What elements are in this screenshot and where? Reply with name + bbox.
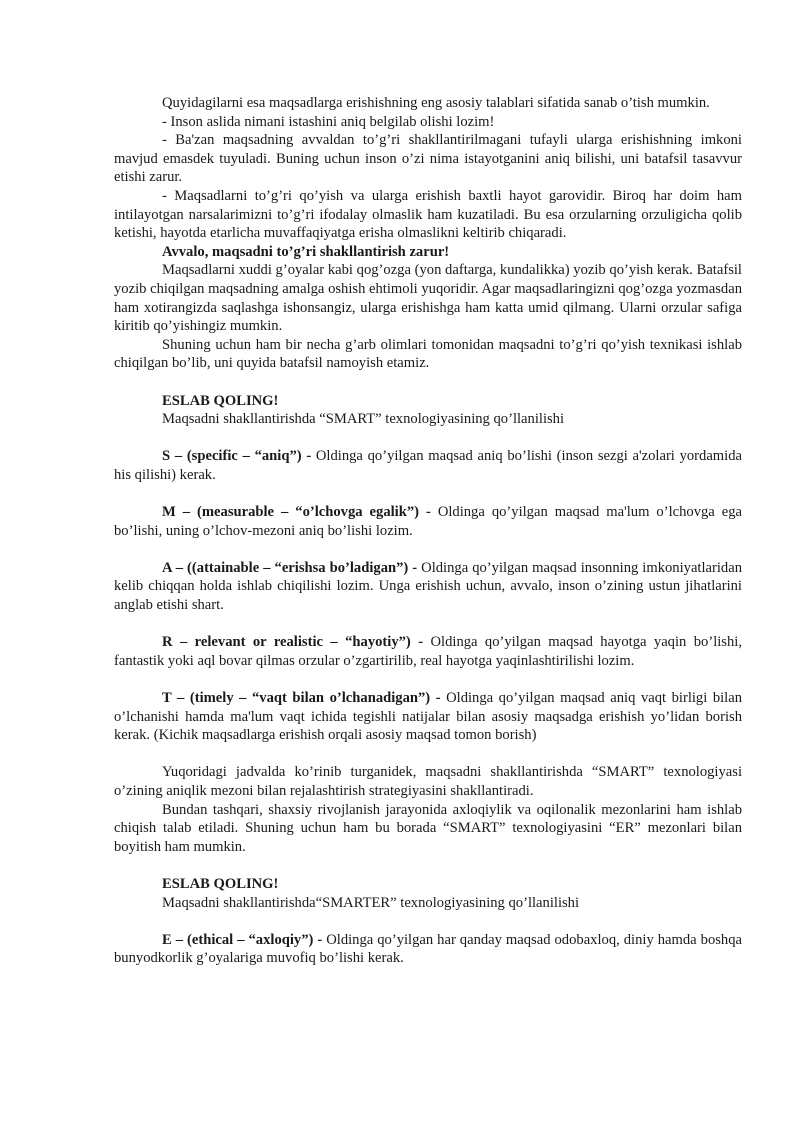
section-heading: Avvalo, maqsadni to’g’ri shakllantirish zarur! — [162, 243, 450, 260]
smart-description: Oldinga qo’yilgan maqsad insonning imkoniyatlaridan kelib chiqqan holda ishlab chiqilishi lozim. Unga erishish uchun, avvalo, inson o’zining ustun jihatlarini anglab etishi shart. — [114, 559, 743, 614]
smart-item-m — [114, 503, 742, 540]
smart-description: Oldinga qo’yilgan maqsad aniq bo’lishi (inson sezgi a'zolari yordamida his qilishi) kerak. — [114, 448, 742, 483]
note-title: ESLAB QOLING! — [162, 875, 279, 892]
note-subtitle: Maqsadni shakllantirishda “SMART” texnologiyasining qo’llanilishi — [162, 411, 565, 428]
smart-description: Oldinga qo’yilgan har qanday maqsad odobaxloq, diniy hamda boshqa bunyodkorlik g’oyalariga muvofiq bo’lishi kerak. — [114, 931, 742, 967]
bullet-item: - Inson aslida nimani istashini aniq belgilab olishi lozim! — [162, 113, 495, 130]
body-paragraph: Bundan tashqari, shaxsiy rivojlanish jarayonida axloqiylik va oqilonalik mezonlarini ham ishlab chiqish talab etiladi. Shuning uchun ham bu borada “SMART” texnologiyasini “ER” mezonlari bilan boyitish ham mumkin. — [114, 801, 742, 855]
document-page — [114, 94, 742, 968]
body-paragraph: Yuqoridagi jadvalda ko’rinib turganidek, maqsadni shakllantirishda “SMART” texnologiyasi o’zining aniqlik mezoni bilan rejalashtirish strategiyasini shakllantiradi. — [114, 764, 742, 799]
body-paragraph: Shuning uchun ham bir necha g’arb olimlari tomonidan maqsadni to’g’ri qo’yish texnikasi ishlab chiqilgan bo’lib, uni quyida batafsil namoyish etamiz. — [114, 336, 742, 372]
smart-term: R – relevant or realistic – “hayotiy”) - — [162, 634, 424, 651]
smart-term: A – ((attainable – “erishsa bo’ladigan”) - — [162, 559, 418, 576]
smart-item-r — [114, 633, 742, 670]
smart-description: Oldinga qo’yilgan maqsad ma'lum o’lchovga ega bo’lishi, uning o’lchov-mezoni aniq bo’lishi lozim. — [114, 504, 742, 539]
note-title: ESLAB QOLING! — [162, 392, 279, 409]
bullet-item: - Ba'zan maqsadning avvaldan to’g’ri shakllantirilmagani tufayli ularga erishishning imkoni mavjud emasdek tuyuladi. Buning uchun inson o’zi nima istayotganini aniq bilishi, uni batafsil tasavvur etishi zarur. — [114, 132, 742, 186]
smart-description: Oldinga qo’yilgan maqsad hayotga yaqin bo’lishi, fantastik yoki aql bovar qilmas orzular o’zgartirilib, real hayotga yaqinlashtirilishi lozim. — [114, 634, 742, 669]
smart-term: T – (timely – “vaqt bilan o’lchanadigan”) - — [162, 690, 441, 706]
body-paragraph: Maqsadlarni xuddi g’oyalar kabi qog’ozga (yon daftarga, kundalikka) yozib qo’yish kerak. Batafsil yozib chiqilgan maqsadning amalga oshish ehtimoli yuqoridir. Agar maqsadlaringizni qog’ozga yozmasdan ham xotirangizda saqlashga ishonsangiz, ularga erishishga ham katta umid qilmang. Ularni orzular safiga kiritib qo’yishingiz mumkin. — [114, 262, 742, 335]
smart-description: Oldinga qo’yilgan maqsad aniq vaqt birligi bilan o’lchanishi hamda ma'lum vaqt ichida tegishli natijalar bilan asosiy maqsadga erishish yo’lidan borish kerak. (Kichik maqsadlarga erishish orqali asosiy maqsad tomon borish) — [114, 690, 743, 744]
smart-term: M – (measurable – “o’lchovga egalik”) - — [162, 504, 431, 521]
smart-term: E – (ethical – “axloqiy”) - — [162, 931, 323, 948]
intro-paragraph: Quyidagilarni esa maqsadlarga erishishning eng asosiy talablari sifatida sanab o’tish mumkin. — [162, 95, 710, 111]
smarter-item-e — [114, 931, 742, 968]
note-subtitle: Maqsadni shakllantirishda“SMARTER” texnologiyasining qo’llanilishi — [162, 894, 580, 911]
smart-item-t — [114, 689, 742, 745]
smart-item-s — [114, 447, 742, 484]
smart-term: S – (specific – “aniq”) - — [162, 448, 312, 465]
smart-item-a — [114, 559, 742, 615]
bullet-item: - Maqsadlarni to’g’ri qo’yish va ularga erishish baxtli hayot garovidir. Biroq har doim ham intilayotgan narsalarimizni to’g’ri ifodalay olmaslik ham kuzatiladi. Bu esa orzularning orzuligicha qolib ketishi, hayotda etarlicha muvaffaqiyatga erisha olmaslikni keltirib chiqaradi. — [114, 187, 742, 242]
